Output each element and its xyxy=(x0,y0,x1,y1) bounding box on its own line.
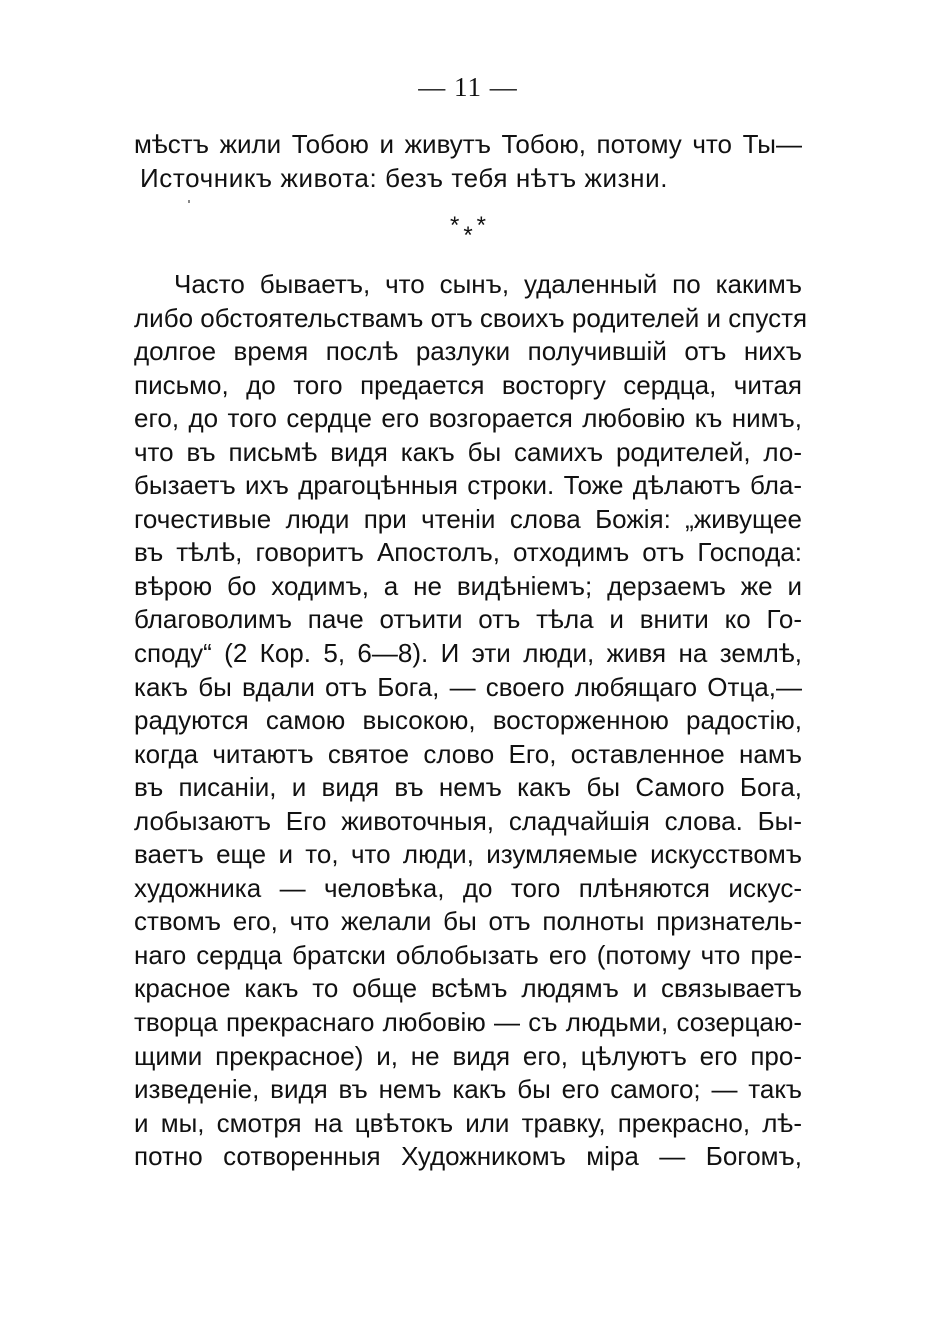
paragraph xyxy=(134,268,808,1174)
text-line: художника — человѣка, до того плѣняются искус- xyxy=(134,872,802,903)
text-line: споду“ (2 Кор. 5, 6—8). И эти люди, живя на землѣ, xyxy=(134,638,802,669)
print-speck xyxy=(188,200,190,203)
text-line: что въ письмѣ видя какъ бы самихъ родителей, ло- xyxy=(134,436,802,467)
text-line: въ тѣлѣ, говоритъ Апостолъ, отходимъ отъ Господа: xyxy=(134,537,802,568)
text-line: вѣрою бо ходимъ, а не видѣніемъ; дерзаемъ же и xyxy=(134,570,802,601)
text-line: письмо, до того предается восторгу сердца, читая xyxy=(134,369,802,400)
asterism-separator xyxy=(0,212,936,249)
text-line: гочестивые люди при чтеніи слова Божія: „живущее xyxy=(134,503,802,534)
text-line: Источникъ живота: безъ тебя нѣтъ жизни. xyxy=(140,162,669,193)
text-line: въ писаніи, и видя въ немъ какъ бы Самого Бога, xyxy=(134,772,802,803)
text-line: какъ бы вдали отъ Бога, — своего любящаго Отца,— xyxy=(134,671,802,702)
text-line: творца прекраснаго любовію — съ людьми, созерцаю- xyxy=(134,1007,802,1038)
text-line: Часто бываетъ, что сынъ, удаленный по какимъ xyxy=(174,269,802,299)
opening-lines xyxy=(134,128,802,195)
text-line: его, до того сердце его возгорается любовію къ нимъ, xyxy=(134,403,802,434)
asterism-star: * xyxy=(476,212,487,239)
text-line: и мы, смотря на цвѣтокъ или травку, прекрасно, лѣ- xyxy=(134,1107,802,1138)
text-line: мѣстъ жили Тобою и живутъ Тобою, потому что Ты— xyxy=(134,129,802,159)
text-line: изведеніе, видя въ немъ какъ бы его самого; — такъ xyxy=(134,1074,802,1105)
text-line: либо обстоятельствамъ отъ своихъ родителей и спустя xyxy=(134,302,808,333)
text-line: когда читаютъ святое слово Его, оставленное намъ xyxy=(134,738,802,769)
text-line: щими прекрасное) и, не видя его, цѣлуютъ его про- xyxy=(134,1040,802,1071)
text-line: ваетъ еще и то, что люди, изумляемые искусствомъ xyxy=(134,839,802,870)
text-line: потно сотворенныя Художникомъ міра — Богомъ, xyxy=(134,1141,802,1172)
text-line: долгое время послѣ разлуки получившій отъ нихъ xyxy=(134,336,802,367)
text-line: благоволимъ паче отъити отъ тѣла и внити ко Го- xyxy=(134,604,802,635)
text-line: радуются самою высокою, восторженною радостію, xyxy=(134,705,802,736)
text-line: наго сердца братски облобызать его (потому что пре- xyxy=(134,939,802,970)
page-number: — 11 — xyxy=(418,72,518,102)
asterism-star: * xyxy=(463,222,473,249)
text-line: ствомъ его, что желали бы отъ полноты признатель- xyxy=(134,906,802,937)
asterism-star: * xyxy=(449,212,460,239)
text-line: лобызаютъ Его животочныя, сладчайшія слова. Бы- xyxy=(134,805,802,836)
text-line: красное какъ то обще всѣмъ людямъ и связываетъ xyxy=(134,973,802,1004)
text-line: бызаетъ ихъ драгоцѣнныя строки. Тоже дѣлаютъ бла- xyxy=(134,470,802,501)
